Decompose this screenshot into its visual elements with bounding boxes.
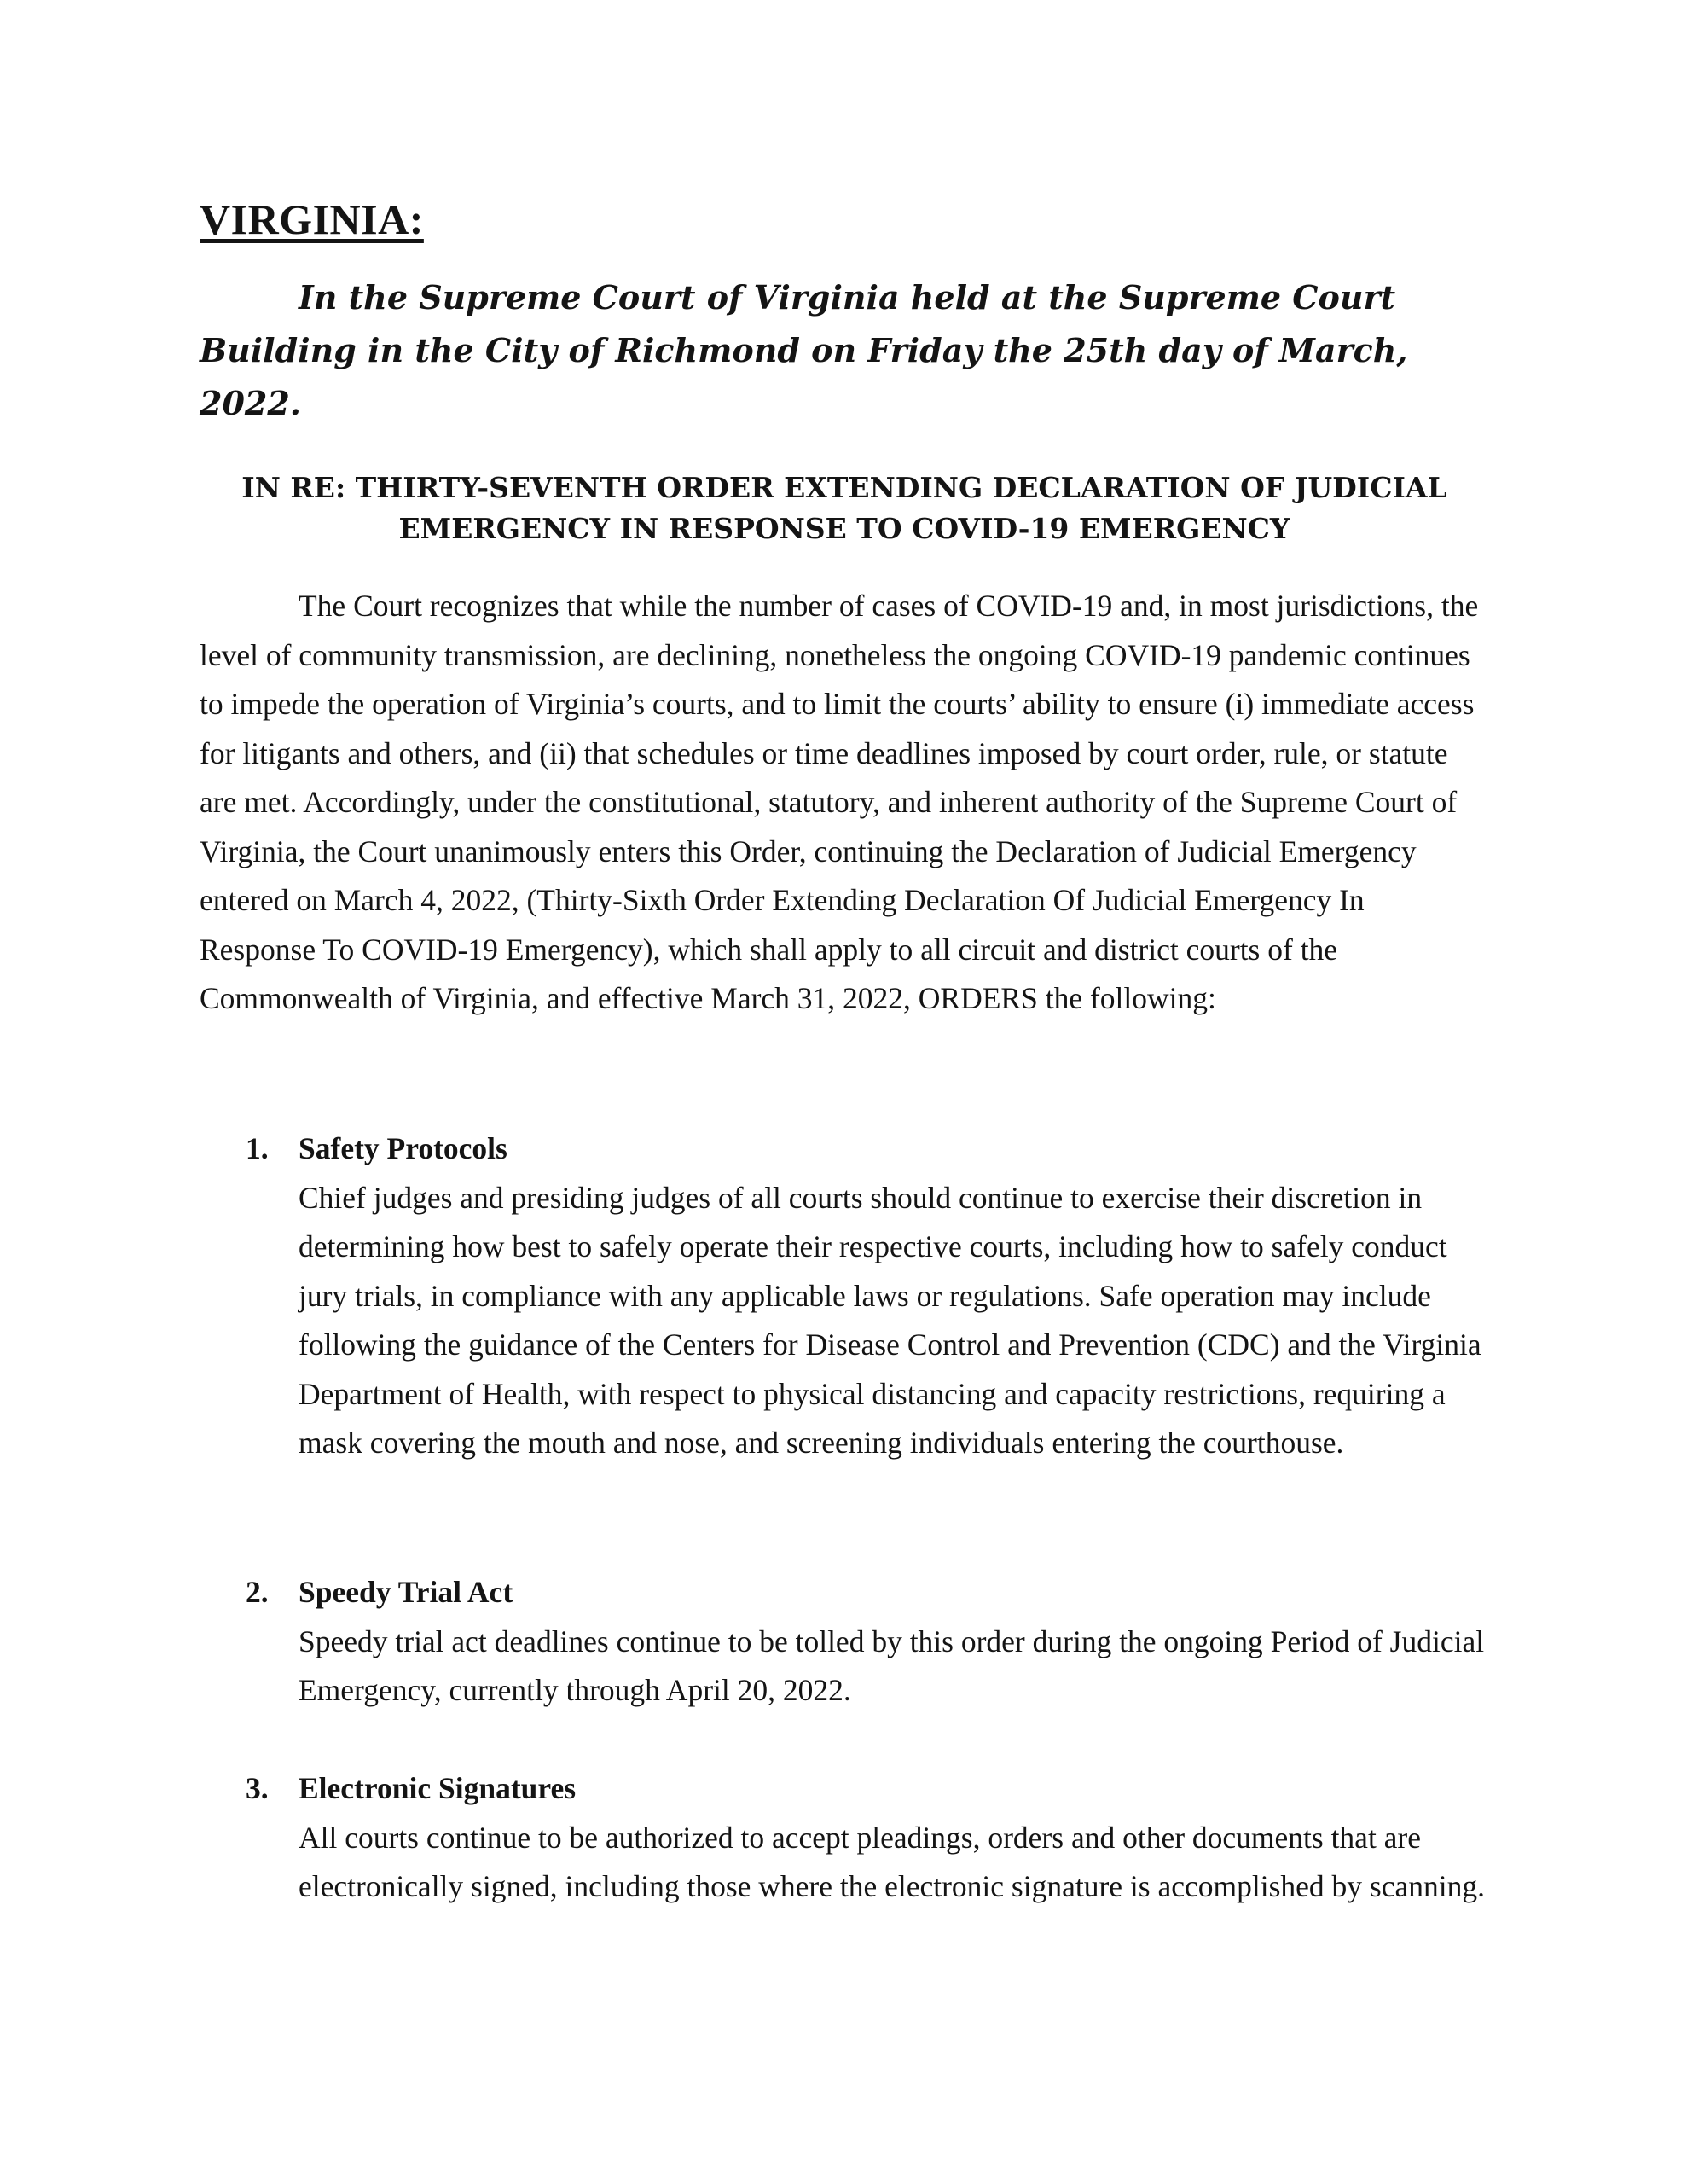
section-text: All courts continue to be authorized to accept pleadings, orders and other documents that are electronically signed, including those where the electronic signature is accomplished by scanning. bbox=[299, 1820, 1485, 1903]
court-session-line: In the Supreme Court of Virginia held at the Supreme Court Building in the City of Richmond on Friday the 25th day of March, 2022. bbox=[200, 278, 1408, 422]
section-title: Electronic Signatures bbox=[299, 1771, 577, 1805]
section-title: Safety Protocols bbox=[299, 1131, 507, 1165]
order-title-line-2: EMERGENCY IN RESPONSE TO COVID-19 EMERGENCY bbox=[398, 512, 1290, 545]
section-number: 1. bbox=[246, 1131, 269, 1165]
state-heading: VIRGINIA: bbox=[200, 195, 424, 243]
section-text: Chief judges and presiding judges of all courts should continue to exercise their discretion in determining how best to safely operate their respective courts, including how to safely conduct jury trials, in compliance with any applicable laws or regulations. Safe operation may include following the guidance of the Centers for Disease Control and Prevention (CDC) and the Virginia Department of Health, with respect to physical distancing and capacity restrictions, requiring a mask covering the mouth and nose, and screening individuals entering the courthouse. bbox=[299, 1180, 1481, 1460]
section-heading bbox=[246, 1764, 1496, 1814]
section-speedy-trial-act bbox=[200, 1568, 1496, 1716]
order-title bbox=[154, 468, 1535, 549]
section-electronic-signatures bbox=[200, 1764, 1496, 1912]
section-safety-protocols bbox=[200, 1124, 1496, 1468]
section-title: Speedy Trial Act bbox=[299, 1575, 513, 1609]
section-number: 2. bbox=[246, 1575, 269, 1609]
section-text: Speedy trial act deadlines continue to be tolled by this order during the ongoing Period of Judicial Emergency, currently through April 20, 2022. bbox=[299, 1623, 1485, 1707]
section-heading bbox=[246, 1124, 1496, 1174]
section-number: 3. bbox=[246, 1771, 269, 1805]
section-heading bbox=[246, 1568, 1496, 1618]
order-title-line-1: IN RE: THIRTY-SEVENTH ORDER EXTENDING DECLARATION OF JUDICIAL bbox=[241, 471, 1447, 504]
intro-paragraph: The Court recognizes that while the number of cases of COVID-19 and, in most jurisdictions, the level of community transmission, are declining, nonetheless the ongoing COVID-19 pandemic continues to impede the operation of Virginia’s courts, and to limit the courts’ ability to ensure (i) immediate access for litigants and others, and (ii) that schedules or time deadlines imposed by court order, rule, or statute are met. Accordingly, under the constitutional, statutory, and inherent authority of the Supreme Court of Virginia, the Court unanimously enters this Order, continuing the Declaration of Judicial Emergency entered on March 4, 2022, (Thirty-Sixth Order Extending Declaration Of Judicial Emergency In Response To COVID-19 Emergency), which shall apply to all circuit and district courts of the Commonwealth of Virginia, and effective March 31, 2022, ORDERS the following: bbox=[200, 589, 1479, 1015]
